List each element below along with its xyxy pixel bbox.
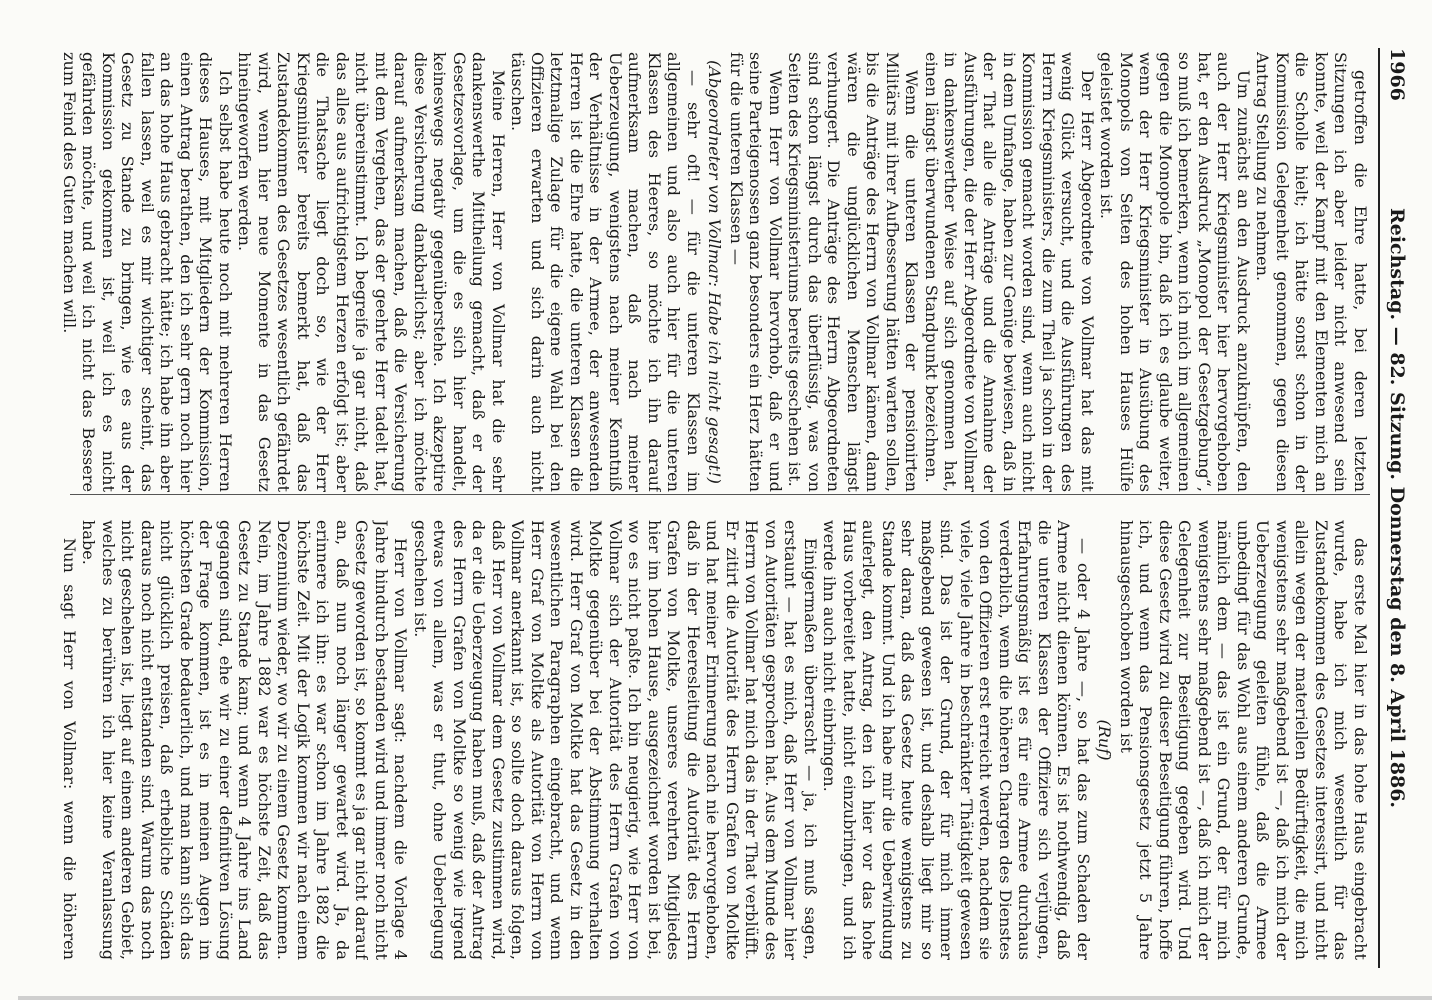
paragraph: Nun sagt Herr von Vollmar: wenn die höheren (60, 538, 79, 960)
paragraph: getroffen die Ehre hatte, bei deren letzten Sitzungen ich aber leider nicht anwesend sein konnte, weil der Kampf mit den Elementen mich an die Scholle hielt; ich hätte sonst schon in der Kommission Gelegenheit genommen, gegen diesen Antrag Stellung zu nehmen. (1253, 52, 1370, 492)
paragraph: Meine Herren, Herr von Vollmar hat die sehr dankenswerthe Mittheilung gemacht, daß er der Gesetzesvorlage, um die es sich hier handelt, keineswegs negativ gegenüberstehe. Ich akzeptire diese Versicherung dankbarlichst; aber ich möchte darauf aufmerksam machen, daß die Versicherung mit dem Vergehen, das der geehrte Herr tadelt hat, nicht übereinstimmt. Ich begreife ja gar nicht, daß das alles aus aufrichtigstem Herzen erfolgt ist; aber die Thatsache liegt doch so, wie der Herr Kriegsminister bereits bemerkt hat, daß das Zustandekommen des Gesetzes wesentlich gefährdet wird, wenn hier neue Momente in das Gesetz hineingeworfen werden. (235, 52, 508, 492)
paragraph: (Abgeordneter von Vollmar: Habe ich nicht gesagt!) (705, 60, 725, 484)
paragraph: Einigermaßen überrascht — ja, ich muß sagen, erstaunt — hat es mich, daß Herr von Vollmar hier von Autoritäten gesprochen hat. Aus dem Munde des Herrn von Vollmar hat mich das in der That verblüfft. Er zitirt die Autorität des Herrn Grafen von Moltke und hat meiner Erinnerung nach nie hervorgehoben, daß in der Heeresleitung die Autorität des Herrn Grafen von Moltke, unseres verehrten Mitgliedes hier im hohen Hause, ausgezeichnet worden ist bei, wo es nicht paßte. Ich bin neugierig, wie Herr von Vollmar sich der Autorität des Herrn Grafen von Moltke gegenüber bei der Abstimmung verhalten wird. Herr Graf von Moltke hat das Gesetz in den wesentlichen Paragraphen eingebracht, und wenn Herr Graf von Moltke als Autorität von Herrn von Vollmar anerkannt ist, so sollte doch daraus folgen, daß Herr von Vollmar dem Gesetz zustimmen wird, da er die Ueberzeugung haben muß, daß der Antrag des Herrn Grafen von Moltke so wenig wie irgend etwas von allem, was er thut, ohne Ueberlegung geschehen ist. (411, 520, 820, 960)
paragraph: Ich selbst habe heute noch mit mehreren Herren dieses Hauses, mit Mitgliedern der Kommission, einen Antrag berathen, den ich sehr gern noch hier an das hohe Haus gebracht hätte; ich habe ihn aber fallen lassen, weil es mir wichtiger scheint, das Gesetz zu Stande zu bringen, wie es aus der Kommission gekommen ist, weil ich es nicht gefährden möchte, und weil ich nicht das Bessere zum Feind des Guten machen will. (60, 52, 235, 492)
paragraph: Wenn die unteren Klassen der pensionirten Militärs mit ihrer Aufbesserung hätten warten sollen, bis die Anträge des Herrn von Vollmar kämen, dann wären die unglücklichen Menschen längst verhungert. Die Anträge des Herrn Abgeordneten sind schon längst durch das überflüssig, was von Seiten des Kriegsministeriums bereits geschehen ist. (785, 52, 922, 492)
paragraph: — sehr oft! — für die unteren Klassen im allgemeinen und also auch hier für die unteren Klassen des Heeres, so möchte ich ihn darauf aufmerksam machen, daß nach meiner Ueberzeugung, wenigstens nach meiner Kenntniß der Verhältnisse in der Armee, der anwesenden Herren ist die Ehre hatte, die unteren Klassen die letztmalige Zulage für die eigene Wahl bei den Offizieren erwarten und sich darin auch nicht täuschen. (508, 52, 703, 492)
page-header (1378, 48, 1414, 968)
paragraph: das erste Mal hier in das hohe Haus eingebracht wurde, habe ich mich wesentlich für das Zustandekommen des Gesetzes interessirt, und nicht allein wegen der materiellen Bedürftigkeit, die mich wenigstens sehr maßgebend ist —, daß ich mich der Ueberzeugung geleiten fühle, daß die Armee unbedingt für das Wohl aus einem anderen Grunde, nämlich dem — das ist ein Grund, der für mich wenigstens sehr maßgebend ist —, daß ich mich der Gelegenheit zur Beseitigung gegeben wird. Und diese Gesetz wird zu dieser Beseitigung führen, hoffe ich, und wenn das Pensionsgesetz jetzt 5 Jahre hinausgeschoben worden ist (1117, 520, 1370, 960)
page-title: Reichstag. — 82. Sitzung. Donnerstag den 8. April 1886. (1386, 207, 1408, 809)
paragraph: Herr von Vollmar sagt: nachdem die Vorlage 4 Jahre hindurch bestanden wird und immer noch nicht Gesetz geworden ist, so kommt es ja gar nicht darauf an, daß nun noch länger gewartet wird. Ja, da erinnere ich ihn: es war schon im Jahre 1882 die höchste Zeit. Mit der Logik kommen wir nach einem Dezennium wieder, wo wir zu einem Gesetz kommen. Nein, im Jahre 1882 war es höchste Zeit, daß das Gesetz zu Stande kam; und wenn 4 Jahre ins Land gegangen sind, ehe wir zu einer definitiven Lösung der Frage kommen, ist es in meinen Augen im höchsten Grade bedauerlich, und man kann sich das nicht glücklich preisen, daß erhebliche Schäden daraus noch nicht entstanden sind. Warum das noch nicht geschehen ist, liegt auf einem anderen Gebiet, welches zu berühren ich hier keine Veranlassung habe. (79, 520, 411, 960)
paragraph: Um zunächst an den Ausdruck anzuknüpfen, den auch der Herr Kriegsminister hier hervorgehoben hat, er den Ausdruck „Monopol der Gesetzgebung“, so muß ich bemerken, wenn ich mich im allgemeinen gegen die Monopole bin, daß ich es glaube weiter, wenn der Herr Kriegsminister in Ausübung des Monopols von Seiten des hohen Hauses Hülfe geleistet worden ist. (1097, 52, 1253, 492)
right-column (60, 520, 1370, 960)
paragraph: Der Herr Abgeordnete von Vollmar hat das mit wenig Glück versucht, und die Ausführungen des Herrn Kriegsministers, die zum Theil ja schon in der Kommission gemacht worden sind, wenn auch nicht in dem Umfange, haben zur Genüge bewiesen, daß in der That alle die Anträge und die Annahme der Ausführungen, die der Herr Abgeordnete von Vollmar in dankenswerther Weise auf sich genommen hat, einen längst überwundenen Standpunkt bezeichnen. (922, 52, 1097, 492)
paragraph: — oder 4 Jahre —, so hat das zum Schaden der Armee nicht dienen können. Es ist nothwendig, daß die unteren Klassen der Offiziere sich verjüngen, Erfahrungsmäßig ist es für eine Armee durchaus verderblich, wenn die höheren Chargen des Dienstes von den Offizieren erst erreicht werden, nachdem sie viele, viele Jahre in beschränkter Thätigkeit gewesen sind. Das ist der Grund, der für mich immer maßgebend gewesen ist, und deshalb liegt mir so sehr daran, daß das Gesetz heute wenigstens zu Stande kommt. Und ich habe mir die Ueberwindung auferlegt, den Antrag, den ich hier vor das hohe Haus vorbereitet hatte, nicht einzubringen, und ich werde ihn auch nicht einbringen. (820, 520, 1093, 960)
left-column (60, 52, 1370, 492)
column-divider (70, 494, 1370, 495)
paragraph: Wenn Herr von Vollmar hervorhob, daß er und seine Parteigenossen ganz besonders ein Herz hätten für die unteren Klassen — (727, 52, 785, 492)
paragraph: (Ruf) (1095, 719, 1115, 761)
page-number: 1966 (1386, 48, 1408, 101)
scan-edge (18, 996, 1432, 1000)
